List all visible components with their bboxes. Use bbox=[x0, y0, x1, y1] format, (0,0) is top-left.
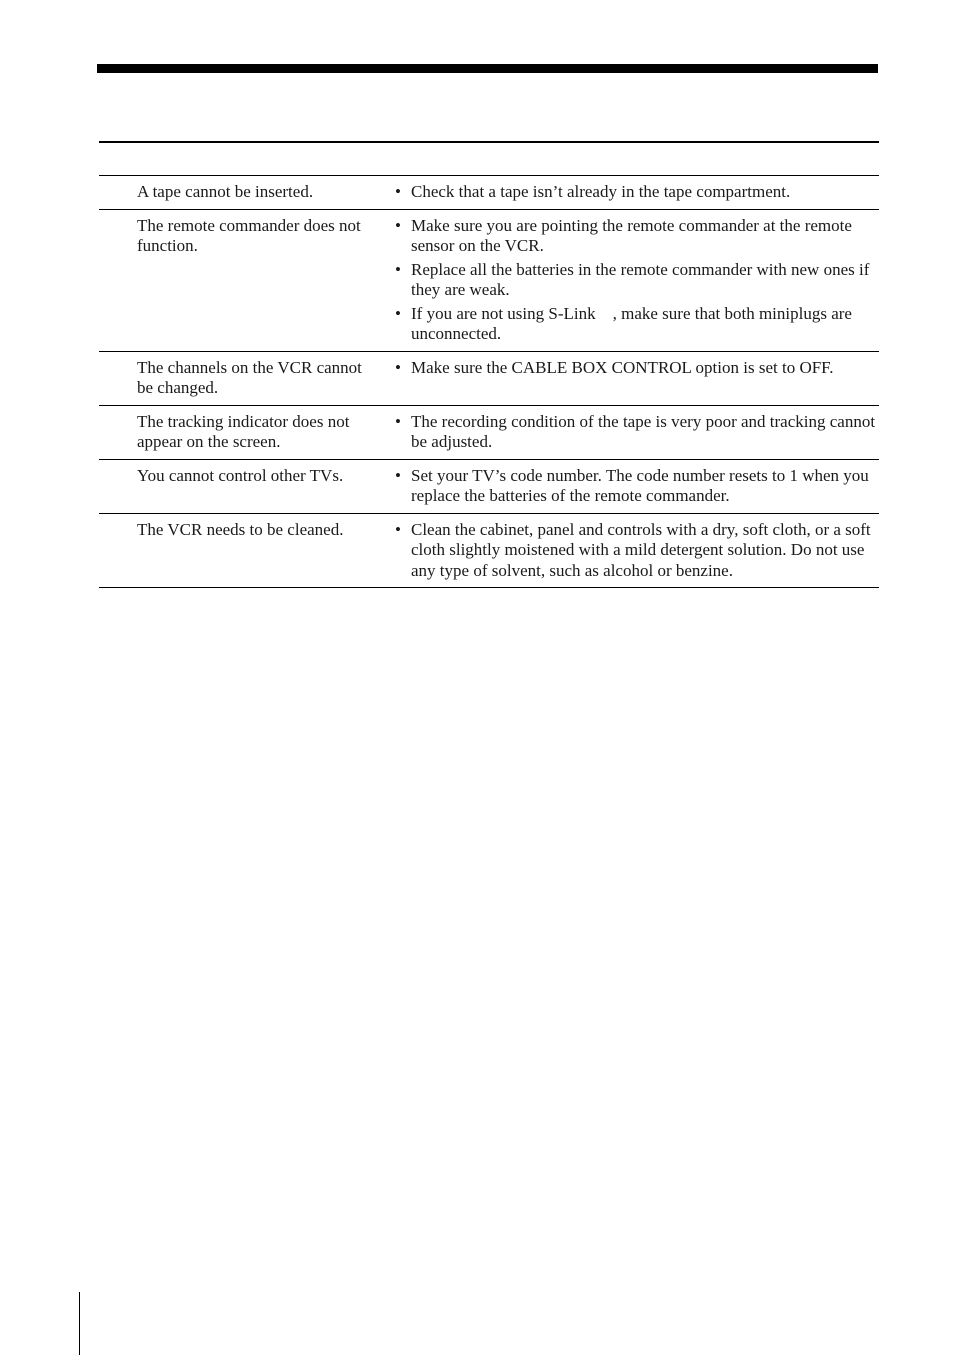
header-rule bbox=[99, 141, 879, 143]
remedy-text: Clean the cabinet, panel and controls with a dry, soft cloth, or a soft cloth slightly moistened with a mild detergent solution. Do not use any type of solvent, such as alcohol or benzine. bbox=[411, 519, 871, 580]
table-row bbox=[99, 176, 879, 209]
symptom-cell: You cannot control other TVs. bbox=[137, 465, 344, 485]
bullet-icon: • bbox=[395, 182, 401, 201]
remedies-cell bbox=[377, 520, 879, 582]
bullet-icon: • bbox=[395, 303, 401, 323]
table-row bbox=[99, 405, 879, 459]
bullet-icon: • bbox=[395, 259, 401, 279]
table-row bbox=[99, 459, 879, 513]
remedy-text: Set your TV’s code number. The code number resets to 1 when you replace the batteries of the remote commander. bbox=[411, 465, 869, 505]
remedy-item bbox=[393, 182, 879, 203]
remedy-item bbox=[393, 304, 879, 345]
remedy-text: If you are not using S-Link , make sure that both miniplugs are unconnected. bbox=[411, 303, 857, 343]
symptom-cell: The channels on the VCR cannot be changed. bbox=[137, 357, 362, 397]
top-bar bbox=[97, 64, 878, 73]
remedies-cell bbox=[377, 466, 879, 507]
margin-rule bbox=[79, 1292, 80, 1355]
symptom-cell: The VCR needs to be cleaned. bbox=[137, 519, 344, 539]
bullet-icon: • bbox=[395, 357, 401, 377]
symptom-cell: The remote commander does not function. bbox=[137, 215, 361, 255]
troubleshooting-table bbox=[99, 175, 879, 588]
remedies-cell bbox=[377, 216, 879, 345]
remedy-item bbox=[393, 216, 879, 257]
bullet-icon: • bbox=[395, 465, 401, 485]
remedy-text: The recording condition of the tape is very poor and tracking cannot be adjusted. bbox=[411, 411, 876, 451]
remedy-item bbox=[393, 520, 879, 582]
remedy-item bbox=[393, 466, 879, 507]
bullet-icon: • bbox=[395, 411, 401, 431]
table-row bbox=[99, 351, 879, 405]
remedy-text: Make sure you are pointing the remote commander at the remote sensor on the VCR. bbox=[411, 215, 852, 255]
symptom-cell: A tape cannot be inserted. bbox=[137, 182, 314, 201]
bullet-icon: • bbox=[395, 519, 401, 539]
bullet-icon: • bbox=[395, 215, 401, 235]
remedies-cell bbox=[377, 358, 879, 399]
remedy-text: Check that a tape isn’t already in the tape compartment. bbox=[411, 182, 791, 201]
remedies-cell bbox=[377, 412, 879, 453]
remedies-cell bbox=[377, 182, 879, 203]
table-row bbox=[99, 513, 879, 588]
table-row bbox=[99, 209, 879, 351]
remedy-item bbox=[393, 260, 879, 301]
remedy-item bbox=[393, 358, 879, 379]
remedy-text: Make sure the CABLE BOX CONTROL option is set to OFF. bbox=[411, 357, 834, 377]
symptom-cell: The tracking indicator does not appear on the screen. bbox=[137, 411, 350, 451]
remedy-item bbox=[393, 412, 879, 453]
remedy-text: Replace all the batteries in the remote commander with new ones if they are weak. bbox=[411, 259, 870, 299]
